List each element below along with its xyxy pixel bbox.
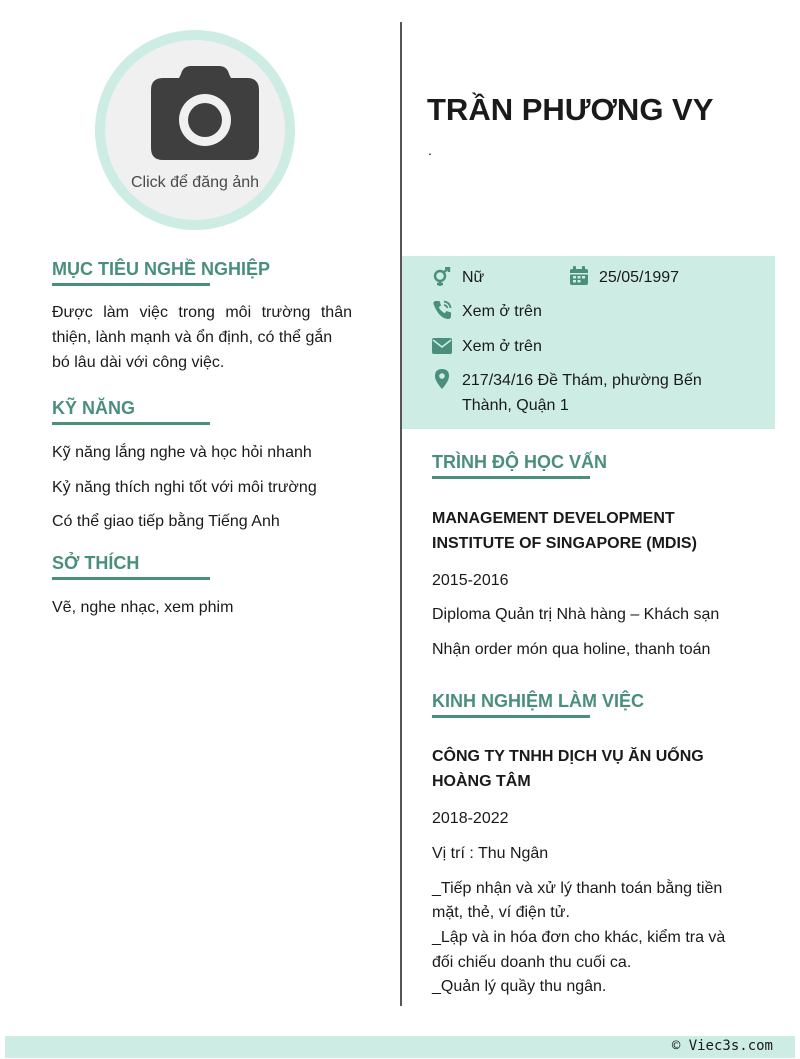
education-heading: TRÌNH ĐỘ HỌC VẤN <box>432 452 607 472</box>
duty-line: đối chiếu doanh thu cuối ca. <box>432 954 632 971</box>
experience-heading: KINH NGHIỆM LÀM VIỆC <box>432 691 645 711</box>
duty-line: _Lập và in hóa đơn cho khác, kiểm tra và <box>432 929 726 946</box>
column-divider <box>400 22 402 1006</box>
gender-icon <box>432 267 452 287</box>
subtitle: . <box>428 142 432 158</box>
skills-heading: KỸ NĂNG <box>52 398 136 418</box>
duty-line: _Quản lý quầy thu ngân. <box>432 978 607 995</box>
education-years: 2015-2016 <box>432 572 509 589</box>
calendar-icon <box>569 266 589 286</box>
camera-icon <box>151 66 259 160</box>
experience-underline <box>432 715 590 718</box>
experience-position: Vị trí : Thu Ngân <box>432 845 549 862</box>
birthday-value: 25/05/1997 <box>599 269 680 286</box>
footer-copyright: © Viec3s.com <box>671 1038 773 1054</box>
gender-value: Nữ <box>462 269 485 286</box>
objective-line-1: Được làm việc trong môi trường thân <box>52 304 352 321</box>
objective-heading: MỤC TIÊU NGHỀ NGHIỆP <box>52 259 271 279</box>
objective-underline <box>52 283 210 286</box>
phone-icon <box>432 300 452 320</box>
education-underline <box>432 476 590 479</box>
duty-line: _Tiếp nhận và xử lý thanh toán bằng tiền <box>432 880 723 897</box>
address-line-1: 217/34/16 Đề Thám, phường Bến <box>462 372 702 389</box>
duty-line: mặt, thẻ, ví điện tử. <box>432 904 570 921</box>
location-icon <box>432 369 452 389</box>
education-note: Nhận order món qua holine, thanh toán <box>432 641 711 658</box>
avatar-caption: Click để đăng ảnh <box>130 174 260 191</box>
skill-item: Kỹ năng lắng nghe và học hỏi nhanh <box>52 444 312 461</box>
email-value: Xem ở trên <box>462 338 542 355</box>
objective-line-2: thiện, lành mạnh và ổn định, có thể gắn <box>52 329 333 346</box>
objective-line-3: bó lâu dài với công việc. <box>52 354 225 371</box>
experience-years: 2018-2022 <box>432 810 509 827</box>
avatar <box>105 40 285 220</box>
phone-value: Xem ở trên <box>462 303 542 320</box>
company-name-line-2: HOÀNG TÂM <box>432 773 531 790</box>
school-name-line-2: INSTITUTE OF SINGAPORE (MDIS) <box>432 535 697 552</box>
hobbies-heading: SỞ THÍCH <box>52 553 140 573</box>
skills-underline <box>52 422 210 425</box>
avatar-upload[interactable] <box>95 30 295 230</box>
address-line-2: Thành, Quận 1 <box>462 397 569 414</box>
skill-item: Có thể giao tiếp bằng Tiếng Anh <box>52 513 280 530</box>
skill-item: Kỷ năng thích nghi tốt với môi trường <box>52 479 317 496</box>
mail-icon <box>432 336 452 356</box>
education-degree: Diploma Quản trị Nhà hàng – Khách sạn <box>432 606 720 623</box>
candidate-name: TRẦN PHƯƠNG VY <box>427 92 714 127</box>
hobbies-underline <box>52 577 210 580</box>
hobbies-text: Vẽ, nghe nhạc, xem phim <box>52 599 234 616</box>
company-name-line-1: CÔNG TY TNHH DỊCH VỤ ĂN UỐNG <box>432 748 704 765</box>
school-name-line-1: MANAGEMENT DEVELOPMENT <box>432 510 675 527</box>
